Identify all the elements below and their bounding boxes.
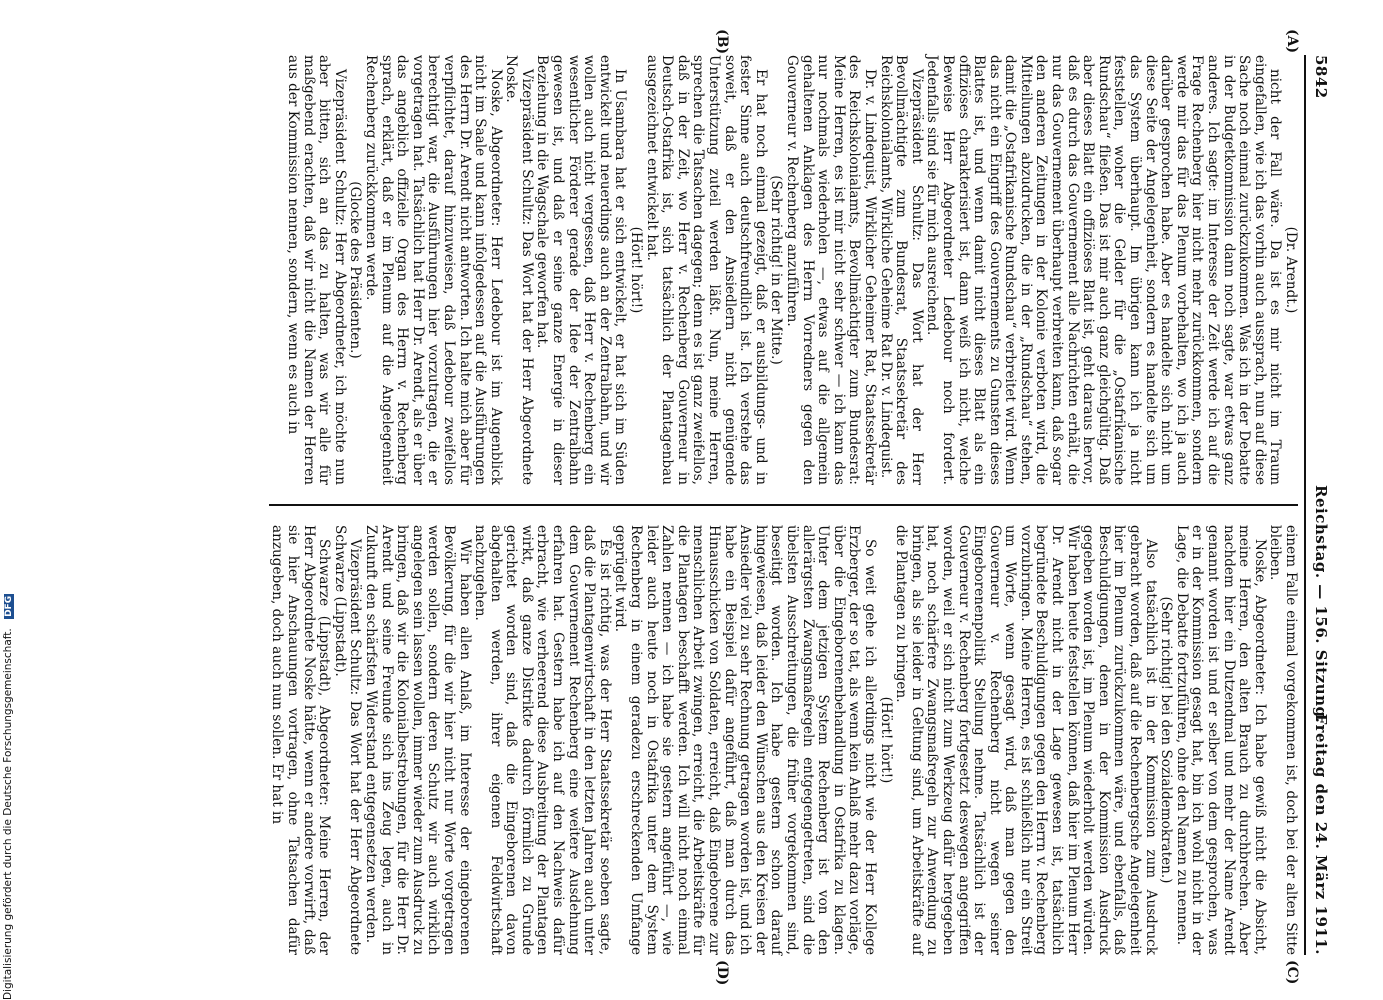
interjection: (Sehr richtig! in der Mitte.): [768, 175, 785, 365]
interjection: (Hört! hört!): [628, 226, 645, 314]
page-number: 5842: [1312, 55, 1330, 99]
digitization-credit: [2, 0, 18, 1000]
right-text-column: [269, 525, 1298, 955]
dfg-logo-badge: DFG: [4, 595, 14, 617]
credit-text: Digitalisierung gefördert durch die Deutsche Forschungsgemeinschaft.: [2, 628, 14, 1000]
session-date: Freitag den 24. März 1911.: [1312, 713, 1330, 955]
paragraph: In Usambara hat er sich entwickelt, er hat sich im Süden entwickelt und neuerdings auch an der Zentralbahn, und wir wollen auch nicht vergessen, daß Herr v. Rechenberg ein wesentlicher Förderer gerade der Idee der Zentralbahn gewesen ist, und daß er seine ganze Energie in dieser Beziehung in die Wagschale geworfen hat.: [534, 55, 629, 485]
interjection: (Sehr richtig! bei den Sozialdemokraten.): [1158, 596, 1175, 884]
paragraph: Vizepräsident Schultz: Herr Abgeordneter, ich möchte nun aber bitten, sich an das zu halten, was wir alle für maßgebend erachten, daß wir nicht die Namen der Herren aus der Kommission nennen, sondern, wenn es auch in: [285, 55, 348, 485]
rotated-newspaper-sheet: [30, 29, 1330, 986]
session-title: Reichstag. — 156. Sitzung.: [1312, 485, 1330, 724]
margin-mark-b: (B): [714, 29, 730, 55]
paragraph: einem Falle einmal vorgekommen ist, doch bei der alten Sitte bleiben.: [1267, 525, 1299, 955]
header-rule: [1304, 55, 1306, 955]
paragraph: Es ist richtig, was der Herr Staatssekretär soeben sagte, daß die Plantagenwirtschaft in den letzten Jahren auch unter dem Gouvernement Rechenberg eine weitere Ausdehnung erfahren hat. Gestern habe ich auf den Nachweis dafür erbracht, wie verheerend diese Ausbreitung der Plantagen wirkt, daß ganze Distrikte dadurch förmlich zu Grunde gerichtet worden sind, daß die Eingeborenen davon abgehalten werden, ihrer eigenen Feldwirtschaft nachzugehen.: [472, 525, 613, 955]
paragraph: Dr. v. Lindequist, Wirklicher Geheimer Rat, Staatssekretär des Reichskolonialamts, Bevollmächtigter zum Bundesrat: Meine Herren, es ist mir nicht sehr schwer — ich kann das nur nochmals wiederholen —, etwas auf die allgemein gehaltenen Anklagen des Herrn Vorredners gegen den Gouverneur v. Rechenberg anzuführen.: [784, 55, 878, 485]
paragraph: Vizepräsident Schultz: Das Wort hat der Herr Abgeordnete Noske.: [503, 55, 535, 485]
paragraph: nicht der Fall wäre. Da ist es mir nicht im Traum eingefallen, wie ich das vorhin auch aussprach, nun auf diese Sache noch einmal zurückzukommen. Was ich in der Debatte in der Budgetkommission dann noch sagte, war etwas ganz anderes. Ich sagte: im Interesse der Zeit werde ich auf die Frage Rechenberg hier nicht mehr zurückkommen, sondern werde mir das für das Plenum vorbehalten, wo ich ja auch darüber gesprochen habe. Aber es handelte sich nicht um diese Seite der Angelegenheit, sondern es handelte sich um das System überhaupt. Im übrigen kann ich ja nicht feststellen, woher die Gelder für die „Ostafrikanische Rundschau“ fließen. Das ist mir auch ganz gleichgültig. Daß aber dieses Blatt ein offiziöses Blatt ist, geht daraus hervor, daß es durch das Gouvernement alle Nachrichten erhält, die nur das Gouvernement überhaupt verbreiten kann, daß sogar den anderen Zeitungen in der Kolonie verboten wird, die Mitteilungen abzudrucken, die in der „Rundschau“ stehen, damit die „Ostafrikanische Rundschau“ verbreitet wird. Wenn das nicht ein Eingriff des Gouvernements zu Gunsten dieses Blattes ist, und wenn damit nicht dieses Blatt als ein offiziöses charakterisiert ist, dann weiß ich nicht, welche Beweise Herr Abgeordneter Ledebour noch fordert. Jedenfalls sind sie für mich ausreichend.: [924, 55, 1284, 485]
page-header: [1310, 55, 1330, 955]
paragraph: Schwarze (Lippstadt), Abgeordneter: Meine Herren, der Herr Abgeordnete Noske hätte, wenn er andere vorwirft, daß sie hier Anschauungen vortragen, ohne Tatsachen dafür anzugeben, doch auch nun sollen. Er hat in: [269, 525, 333, 955]
paragraph: Vizepräsident Schultz: Das Wort hat der Herr Abgeordnete Schwarze (Lippstadt).: [331, 525, 364, 955]
margin-mark-d: (D): [714, 960, 730, 986]
margin-mark-a: (A): [1284, 29, 1300, 54]
paragraph: Noske, Abgeordneter: Herr Ledebour ist im Augenblick nicht im Saale und kann infolgedessen auf die Ausführungen des Herrn Dr. Arendt nicht antworten. Ich halte mich aber für verpflichtet, darauf hinzuweisen, daß Ledebour zweifellos berechtigt war, die Ausführungen hier vorzutragen, die er vorgetragen hat. Tatsächlich hat Herr Dr. Arendt, als er über das angeblich offizielle Organ des Herrn v. Rechenberg sprach, erklärt, daß er im Plenum auf die Angelegenheit Rechenberg zurückkommen werde.: [362, 55, 504, 485]
paragraph: Wir haben allen Anlaß, im Interesse der eingeborenen Bevölkerung, für die wir hier nicht nur Worte vorgetragen werden sollen, sondern deren Schutz wir auch wirklich angelegen sein lassen wollen, immer wieder zum Ausdruck zu bringen, daß wir die Kolonialbestrebungen, für die Herr Dr. Arendt und seine Freunde sich ins Zeug legen, auch in Zukunft den schärfsten Widerstand entgegensetzen werden.: [362, 525, 473, 955]
paragraph: Noske, Abgeordneter: Ich habe gewiß nicht die Absicht, meine Herren, den alten Brauch zu durchbrechen. Aber nachdem hier ein Dutzendmal und mehr der Name Arendt genannt worden ist und er selber von dem gesprochen, was er in der Kommission gesagt hat, bin ich wohl nicht in der Lage, die Debatte fortzuführen, ohne den Namen zu nennen.: [1173, 525, 1268, 955]
paragraph: Er hat noch einmal gezeigt, daß er ausbildungs- und in fester Sinne auch deutschfreundlich ist. Ich verstehe das soweit, daß er den Ansiedlern nicht genügende Unterstützung zuteil werden läßt. Nun, meine Herren, sprechen die Tatsachen dagegen; denn es ist ganz zweifellos, daß in der Zeit, wo Herr v. Rechenberg Gouverneur in Deutsch-Ostafrika ist, sich tatsächlich der Plantagenbau ausgezeichnet entwickelt hat.: [643, 55, 769, 485]
paragraph: Also tatsächlich ist in der Kommission zum Ausdruck gebracht worden, daß auf die Rechenbergsche Angelegenheit hier im Plenum zurückzukommen wäre, und ebenfalls, daß Beschuldigungen, denen in der Kommission Ausdruck gegeben worden ist, im Plenum wiederholt werden würden. Wir haben heute feststellen können, daß hier im Plenum Herr Dr. Arendt nicht in der Lage gewesen ist, tatsächlich begründete Beschuldigungen gegen den Herrn v. Rechenberg vorzubringen. Meine Herren, es ist schließlich nur ein Streit um Worte, wenn gesagt wird, daß man gegen den Gouverneur v. Rechenberg nicht wegen seiner Eingeborenenpolitik Stellung nehme. Tatsächlich ist der Gouverneur v. Rechenberg fortgesetzt deswegen angegriffen worden, weil er sich nicht zum Werkzeug dafür hergegeben hat, noch schärfere Zwangsmaßregeln zur Anwendung zu bringen, als sie leider in Geltung sind, um Arbeitskräfte auf die Plantagen zu bringen.: [893, 525, 1159, 955]
paragraph: So weit gehe ich allerdings nicht wie der Herr Kollege Erzberger, der so tat, als wenn kein Anlaß mehr dazu vorläge, über die Eingeborenenbehandlung in Ostafrika zu klagen. Unter dem jetzigen System Rechenberg ist von den allerärgsten Zwangsmaßregeln entgegengetreten, sind die übelsten Ausschreitungen, die früher vorgekommen sind, beseitigt worden. Ich habe gestern schon darauf hingewiesen, daß leider den Wünschen aus den Kreisen der Ansiedler viel zu sehr Rechnung getragen worden ist, und ich habe ein Beispiel dafür angeführt, daß man durch das Hinausschicken von Soldaten, erreicht, daß Eingeborene zur menschlichen Arbeit zwingen, erreicht, die Arbeitskräfte für die Plantagen beschafft werden. Ich will nicht noch einmal Zahlen nennen — ich habe sie gestern angeführt —, wie leider auch heute noch in Ostafrika unter dem System Rechenberg in einem geradezu erschreckenden Umfange geprügelt wird.: [612, 525, 878, 955]
paragraph: Vizepräsident Schultz: Das Wort hat der Herr Bevollmächtigte zum Bundesrat, Staatssekretär des Reichskolonialamts, Wirkliche Geheime Rat Dr. v. Lindequist.: [877, 55, 925, 485]
interjection: (Hört! hört!): [877, 696, 894, 784]
interjection: (Glocke des Präsidenten.): [347, 181, 364, 359]
column-divider: [269, 504, 1298, 506]
left-text-column: [284, 55, 1298, 485]
speaker-label: (Dr. Arendt.): [1283, 226, 1299, 314]
margin-mark-c: (C): [1284, 960, 1300, 985]
